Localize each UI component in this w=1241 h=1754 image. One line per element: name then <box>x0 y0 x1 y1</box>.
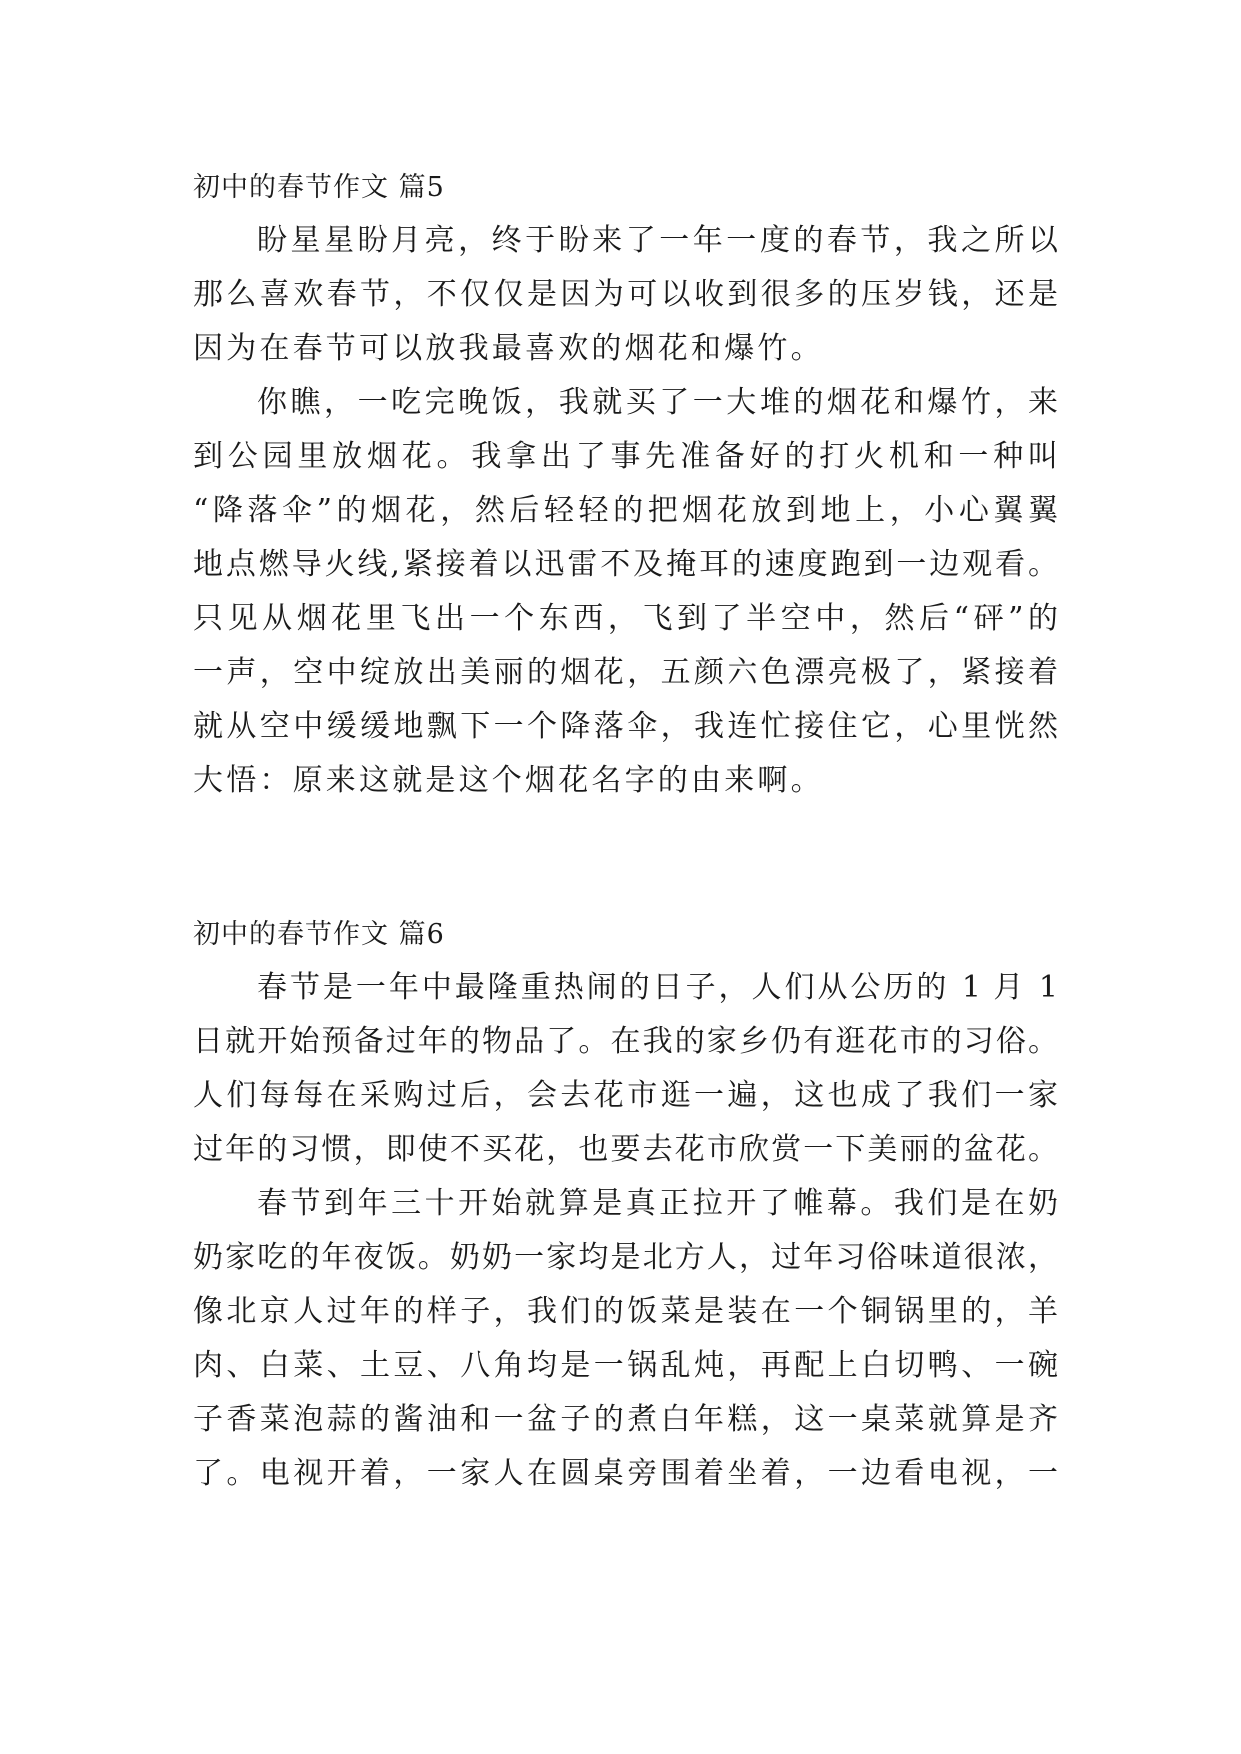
essay-5-p2-line: 到公园里放烟花。我拿出了事先准备好的打火机和一种叫 <box>193 439 1058 474</box>
essay-5-p1-line: 因为在春节可以放我最喜欢的烟花和爆竹。 <box>193 331 824 366</box>
essay-5-p1-line: 盼星星盼月亮，终于盼来了一年一度的春节，我之所以 <box>257 223 1058 258</box>
essay-5-p2-line: 你瞧，一吃完晚饭，我就买了一大堆的烟花和爆竹，来 <box>257 385 1058 420</box>
essay-6-p1-line: 日就开始预备过年的物品了。在我的家乡仍有逛花市的习俗。 <box>193 1024 1058 1059</box>
essay-5-p2-line: 一声，空中绽放出美丽的烟花，五颜六色漂亮极了，紧接着 <box>193 655 1058 690</box>
essay-6-p2-line: 春节到年三十开始就算是真正拉开了帷幕。我们是在奶 <box>257 1186 1058 1221</box>
essay-5-p2-line: 地点燃导火线,紧接着以迅雷不及掩耳的速度跑到一边观看。 <box>193 547 1058 582</box>
essay-5-p2-line: 大悟：原来这就是这个烟花名字的由来啊。 <box>193 763 824 798</box>
essay-6-p1-line: 春节是一年中最隆重热闹的日子，人们从公历的 1 月 1 <box>257 970 1058 1005</box>
essay-6-p2-line: 子香菜泡蒜的酱油和一盆子的煮白年糕，这一桌菜就算是齐 <box>193 1402 1058 1437</box>
essay-6-title: 初中的春节作文 篇6 <box>193 919 445 950</box>
essay-5-title: 初中的春节作文 篇5 <box>193 172 445 203</box>
essay-6-p2-line: 肉、白菜、土豆、八角均是一锅乱炖，再配上白切鸭、一碗 <box>193 1348 1058 1383</box>
essay-5-p2-line: 只见从烟花里飞出一个东西，飞到了半空中，然后“砰”的 <box>193 601 1058 636</box>
essay-6-p1-line: 过年的习惯，即使不买花，也要去花市欣赏一下美丽的盆花。 <box>193 1132 1058 1167</box>
essay-5-p2-line: “降落伞”的烟花，然后轻轻的把烟花放到地上，小心翼翼 <box>193 493 1058 528</box>
essay-6-p2-line: 像北京人过年的样子，我们的饭菜是装在一个铜锅里的，羊 <box>193 1294 1058 1329</box>
essay-5-p2-line: 就从空中缓缓地飘下一个降落伞，我连忙接住它，心里恍然 <box>193 709 1058 744</box>
essay-6-p1-line: 人们每每在采购过后，会去花市逛一遍，这也成了我们一家 <box>193 1078 1058 1113</box>
essay-5-p1-line: 那么喜欢春节，不仅仅是因为可以收到很多的压岁钱，还是 <box>193 277 1058 312</box>
essay-6-p2-line: 奶家吃的年夜饭。奶奶一家均是北方人，过年习俗味道很浓， <box>193 1240 1058 1275</box>
essay-6-p2-line: 了。电视开着，一家人在圆桌旁围着坐着，一边看电视，一 <box>193 1456 1058 1491</box>
